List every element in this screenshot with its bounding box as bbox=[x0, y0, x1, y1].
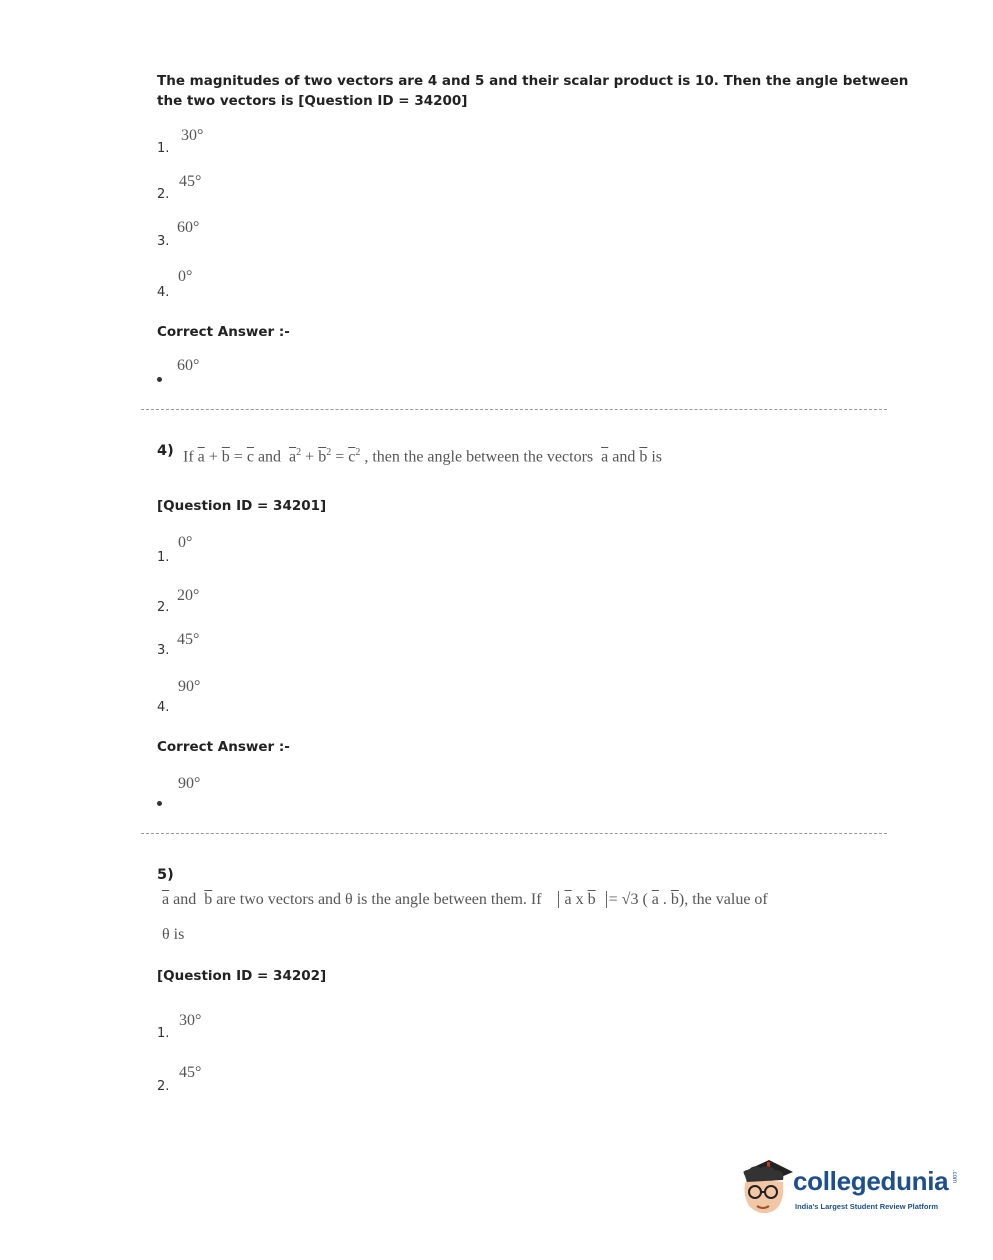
collegedunia-logo bbox=[735, 1150, 965, 1222]
option-value: 30° bbox=[181, 127, 204, 144]
option-value: 0° bbox=[178, 534, 193, 551]
option-number: 2. bbox=[157, 600, 170, 615]
question-math-line2: θ is bbox=[162, 926, 185, 943]
question-math-line1: $\overline{a}$ and $\overline{b}$ are two vectors and θ is the angle between them. If $\overline{a}$ x $\overline{b} = √3$ ( $\overline{a}$ . $\overline{b}$), the value of bbox=[162, 891, 768, 908]
option-value: 0° bbox=[178, 268, 193, 285]
option-number: 4. bbox=[157, 285, 170, 300]
option-value: 20° bbox=[177, 587, 200, 604]
option-value: 45° bbox=[177, 631, 200, 648]
logo-tagline: India's Largest Student Review Platform bbox=[795, 1202, 939, 1211]
question-math-stem: If $\overline{a} + \overline{b} = \overline{c}$ and $\overline{a}^2 + \overline{b}^2 = \overline{c}^2$ , then the angle between the vectors $\overline{a}$ and $\overline{b}$ is bbox=[183, 447, 663, 466]
option-number: 2. bbox=[157, 1079, 170, 1094]
option-number: 3. bbox=[157, 234, 170, 249]
divider bbox=[141, 409, 887, 410]
option-value: 45° bbox=[179, 1064, 202, 1081]
option-value: 90° bbox=[178, 678, 201, 695]
correct-answer-value: 90° bbox=[178, 775, 201, 792]
question-text-line2: the two vectors is [Question ID = 34200] bbox=[157, 93, 468, 109]
option-number: 1. bbox=[157, 1026, 170, 1041]
logo-wordmark: collegedunia bbox=[793, 1166, 949, 1196]
question-number: 4) bbox=[157, 443, 174, 459]
bullet bbox=[157, 801, 162, 806]
question-id: [Question ID = 34201] bbox=[157, 498, 327, 514]
option-number: 2. bbox=[157, 187, 170, 202]
correct-answer-label: Correct Answer :- bbox=[157, 739, 290, 755]
option-value: 60° bbox=[177, 219, 200, 236]
logo-dotcom: .com bbox=[951, 1170, 957, 1184]
correct-answer-label: Correct Answer :- bbox=[157, 324, 290, 340]
option-number: 4. bbox=[157, 700, 170, 715]
question-text-line1: The magnitudes of two vectors are 4 and 5 and their scalar product is 10. Then the angle between bbox=[157, 73, 909, 89]
divider bbox=[141, 833, 887, 834]
correct-answer-value: 60° bbox=[177, 357, 200, 374]
mascot-icon bbox=[735, 1152, 795, 1220]
question-id: [Question ID = 34202] bbox=[157, 968, 327, 984]
option-number: 3. bbox=[157, 643, 170, 658]
option-value: 30° bbox=[179, 1012, 202, 1029]
option-value: 45° bbox=[179, 173, 202, 190]
option-number: 1. bbox=[157, 141, 170, 156]
option-number: 1. bbox=[157, 550, 170, 565]
question-number: 5) bbox=[157, 867, 174, 883]
bullet bbox=[157, 377, 162, 382]
